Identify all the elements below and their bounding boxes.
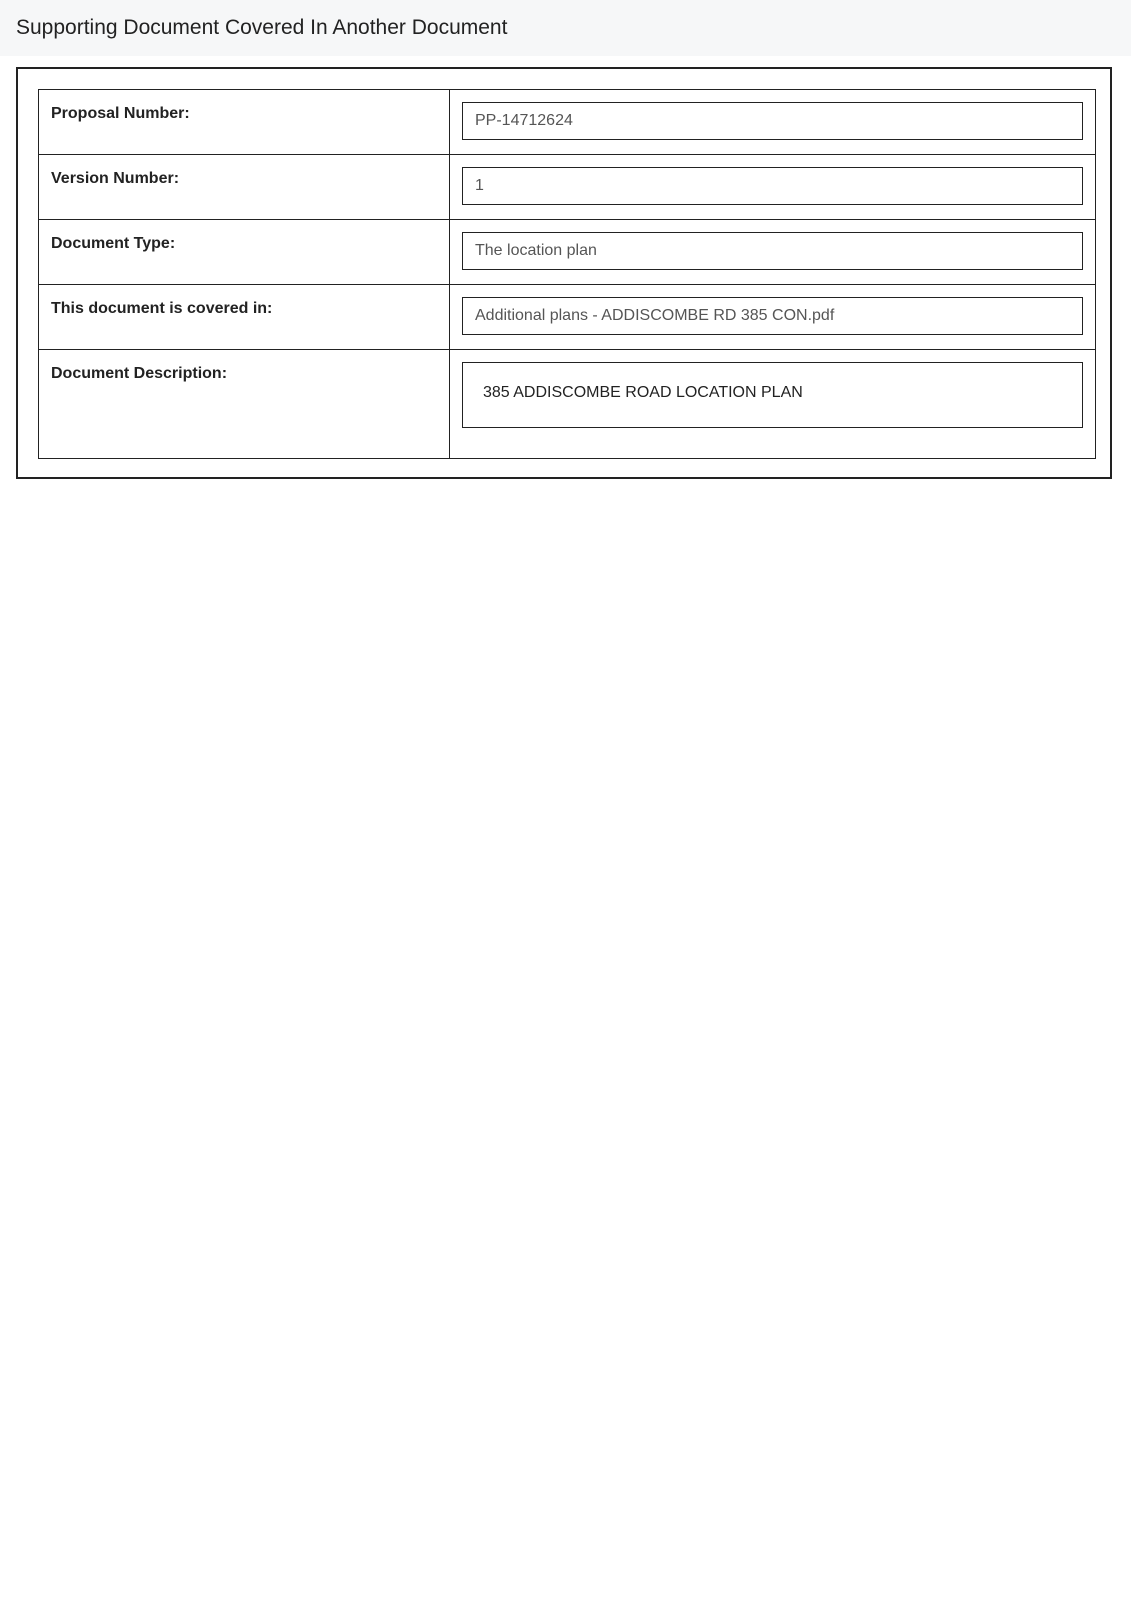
document-description-cell bbox=[450, 350, 1096, 459]
proposal-number-cell bbox=[450, 90, 1096, 155]
document-description-row bbox=[39, 350, 1096, 459]
document-type-row bbox=[39, 220, 1096, 285]
page-title: Supporting Document Covered In Another Document bbox=[16, 16, 508, 39]
page-header bbox=[0, 0, 1131, 56]
proposal-number-field[interactable]: PP-14712624 bbox=[462, 102, 1083, 140]
covered-in-row bbox=[39, 285, 1096, 350]
version-number-field[interactable]: 1 bbox=[462, 167, 1083, 205]
document-type-field[interactable]: The location plan bbox=[462, 232, 1083, 270]
covered-in-label: This document is covered in: bbox=[39, 285, 450, 350]
document-form-frame bbox=[16, 67, 1112, 479]
covered-in-cell bbox=[450, 285, 1096, 350]
version-number-cell bbox=[450, 155, 1096, 220]
proposal-number-label: Proposal Number: bbox=[39, 90, 450, 155]
version-number-row bbox=[39, 155, 1096, 220]
document-description-label: Document Description: bbox=[39, 350, 450, 459]
version-number-label: Version Number: bbox=[39, 155, 450, 220]
document-details-table bbox=[38, 89, 1096, 459]
proposal-number-row bbox=[39, 90, 1096, 155]
document-description-field[interactable]: 385 ADDISCOMBE ROAD LOCATION PLAN bbox=[462, 362, 1083, 428]
document-type-cell bbox=[450, 220, 1096, 285]
document-type-label: Document Type: bbox=[39, 220, 450, 285]
covered-in-field[interactable]: Additional plans - ADDISCOMBE RD 385 CON.pdf bbox=[462, 297, 1083, 335]
